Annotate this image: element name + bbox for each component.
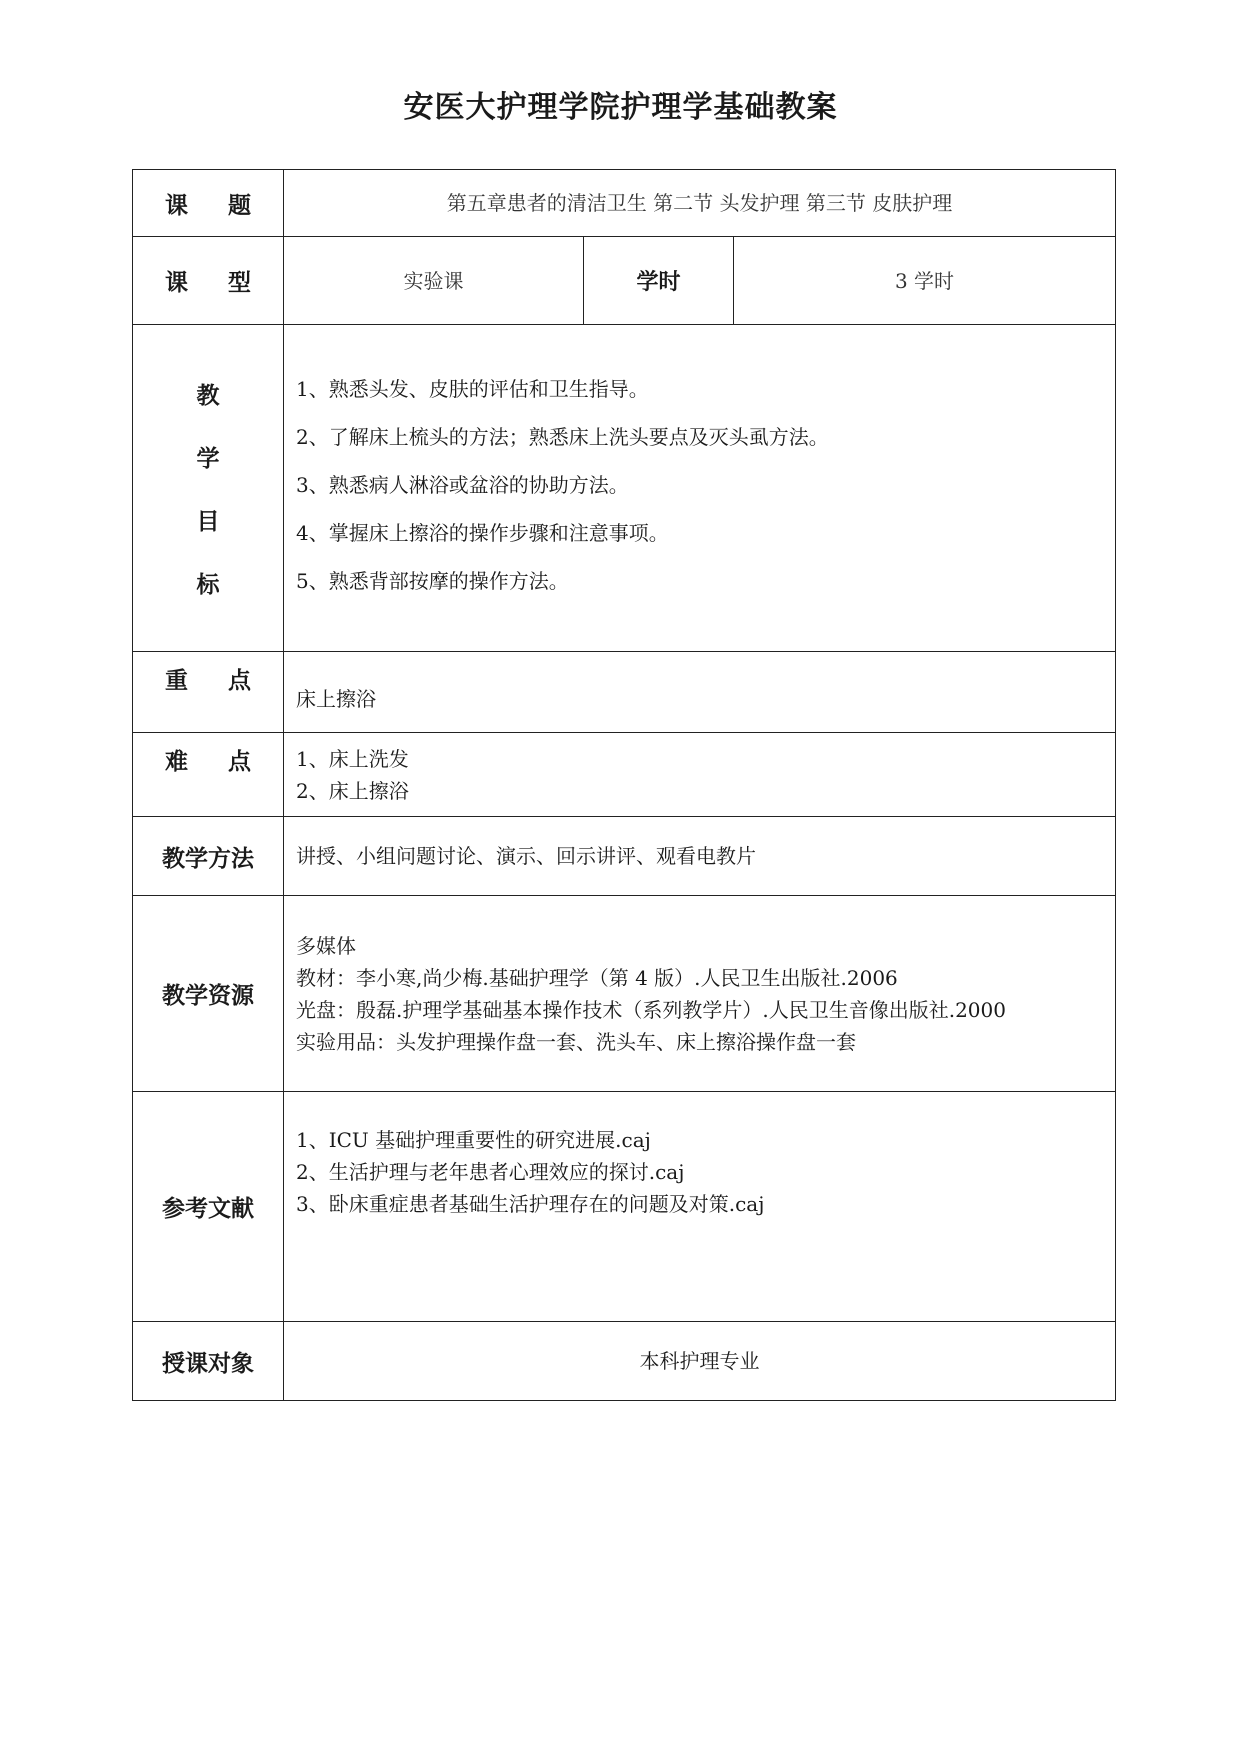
- label-topic: [133, 170, 284, 237]
- reference-item: 2、生活护理与老年患者心理效应的探讨.caj: [296, 1160, 685, 1184]
- row-methods: [133, 817, 1116, 896]
- references-list: [284, 1092, 1116, 1322]
- row-type: [133, 237, 1116, 325]
- label-objectives-char-4: 标: [196, 572, 220, 598]
- label-hours: 学时: [584, 237, 734, 325]
- label-objectives-char-3: 目: [196, 509, 220, 535]
- type-value: 实验课: [284, 237, 584, 325]
- label-objectives: [133, 325, 284, 652]
- objective-item: 4、掌握床上擦浴的操作步骤和注意事项。: [296, 521, 669, 545]
- label-type: [133, 237, 284, 325]
- objective-item: 5、熟悉背部按摩的操作方法。: [296, 569, 569, 593]
- row-key-points: [133, 652, 1116, 733]
- objectives-list: [284, 325, 1116, 652]
- hours-value: 3 学时: [734, 237, 1116, 325]
- row-references: [133, 1092, 1116, 1322]
- difficulty-item: 1、床上洗发: [296, 746, 409, 771]
- difficulties-list: [284, 733, 1116, 817]
- row-topic: [133, 170, 1116, 237]
- label-difficulties-char-2: 点: [228, 749, 251, 775]
- label-references: 参考文献: [133, 1092, 284, 1322]
- label-topic-char-2: 题: [228, 192, 251, 219]
- difficulty-item: 2、床上擦浴: [296, 778, 409, 803]
- lesson-plan-table: [132, 169, 1116, 1401]
- key-points-value: 床上擦浴: [284, 652, 1116, 733]
- row-objectives: [133, 325, 1116, 652]
- resource-item: 实验用品：头发护理操作盘一套、洗头车、床上擦浴操作盘一套: [296, 1029, 856, 1054]
- label-difficulties-char-1: 难: [165, 749, 188, 775]
- objective-item: 2、了解床上梳头的方法；熟悉床上洗头要点及灭头虱方法。: [296, 425, 829, 449]
- row-resources: [133, 896, 1116, 1092]
- label-audience: 授课对象: [133, 1322, 284, 1401]
- methods-value: 讲授、小组问题讨论、演示、回示讲评、观看电教片: [284, 817, 1116, 896]
- label-key-points: [133, 652, 284, 733]
- page-title: 安医大护理学院护理学基础教案: [403, 90, 838, 125]
- objective-item: 1、熟悉头发、皮肤的评估和卫生指导。: [296, 377, 649, 401]
- label-difficulties: [133, 733, 284, 817]
- audience-value: 本科护理专业: [284, 1322, 1116, 1401]
- row-audience: [133, 1322, 1116, 1401]
- label-objectives-char-2: 学: [196, 446, 220, 472]
- row-difficulties: [133, 733, 1116, 817]
- resource-item: 教材：李小寒,尚少梅.基础护理学（第 4 版）.人民卫生出版社.2006: [296, 965, 898, 990]
- label-type-char-1: 课: [165, 270, 188, 296]
- topic-value: 第五章患者的清洁卫生 第二节 头发护理 第三节 皮肤护理: [284, 170, 1116, 237]
- objective-item: 3、熟悉病人淋浴或盆浴的协助方法。: [296, 473, 629, 497]
- label-key-points-char-2: 点: [228, 668, 251, 694]
- resource-item: 光盘：殷磊.护理学基础基本操作技术（系列教学片）.人民卫生音像出版社.2000: [296, 997, 1006, 1022]
- resource-item: 多媒体: [296, 933, 356, 958]
- resources-list: [284, 896, 1116, 1092]
- label-key-points-char-1: 重: [165, 668, 188, 694]
- reference-item: 3、卧床重症患者基础生活护理存在的问题及对策.caj: [296, 1192, 765, 1216]
- label-resources: 教学资源: [133, 896, 284, 1092]
- reference-item: 1、ICU 基础护理重要性的研究进展.caj: [296, 1128, 651, 1152]
- label-topic-char-1: 课: [165, 192, 188, 219]
- label-type-char-2: 型: [228, 270, 251, 296]
- label-methods: 教学方法: [133, 817, 284, 896]
- label-objectives-char-1: 教: [196, 383, 220, 409]
